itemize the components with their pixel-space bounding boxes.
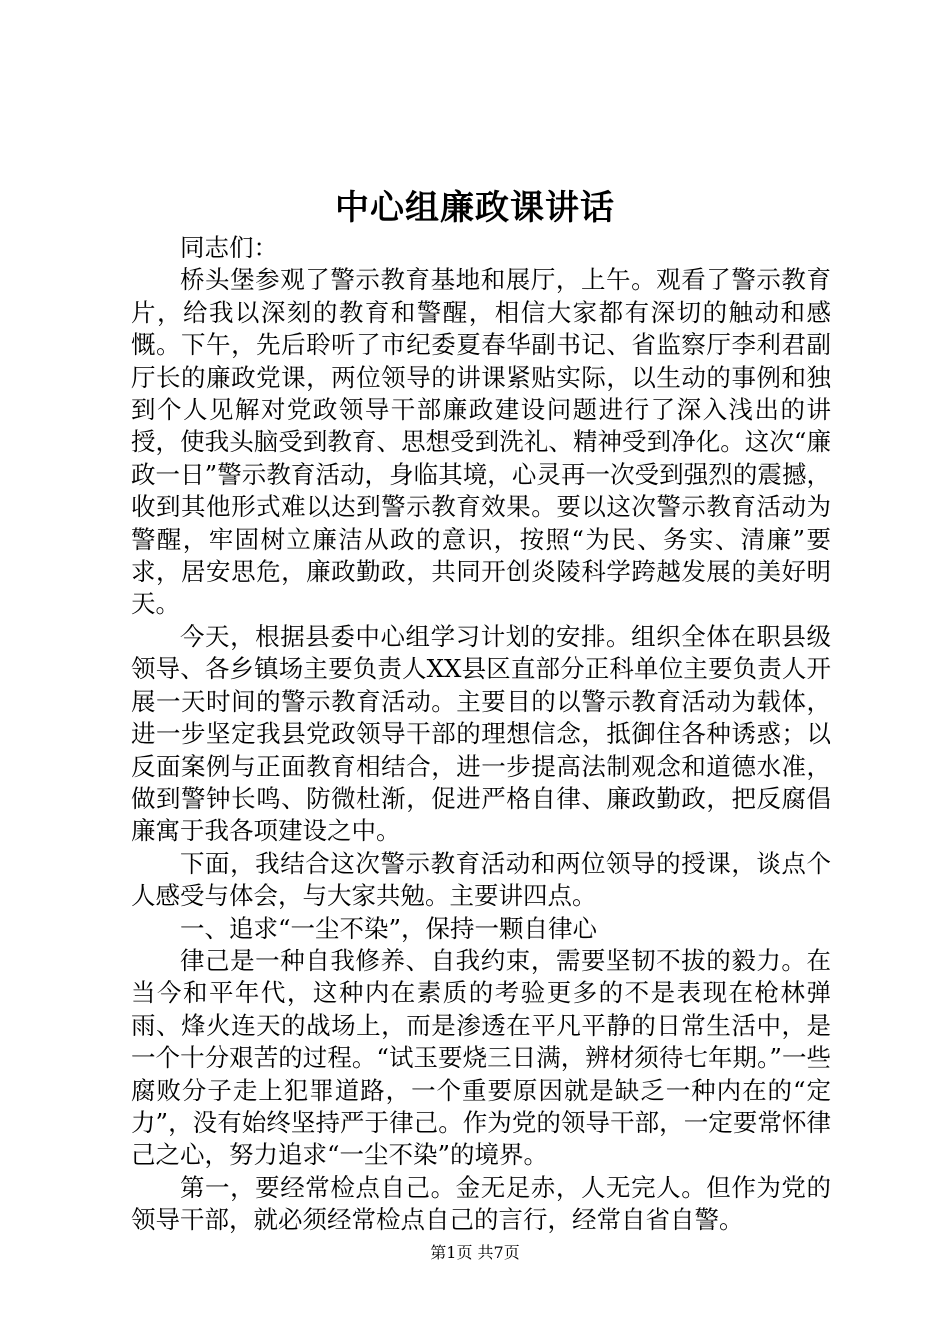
page-footer: 第1页 共7页 [430, 1243, 520, 1262]
body-paragraph: 律己是一种自我修养、自我约束，需要坚韧不拔的毅力。在当今和平年代，这种内在素质的考验更多的不是表现在枪林弹雨、烽火连天的战场上，而是渗透在平凡平静的日常生活中，是一个十分艰苦的过程。“试玉要烧三日满，辨材须待七年期。”一些腐败分子走上犯罪道路，一个重要原因就是缺乏一种内在的“定力”，没有始终坚持严于律己。作为党的领导干部，一定要常怀律己之心，努力追求“一尘不染”的境界。 [131, 945, 831, 1170]
section-heading: 一、追求“一尘不染”，保持一颗自律心 [180, 913, 598, 943]
body-paragraph: 第一，要经常检点自己。金无足赤，人无完人。但作为党的领导干部，就必须经常检点自己的言行，经常自省自警。 [131, 1172, 831, 1235]
body-paragraph: 今天，根据县委中心组学习计划的安排。组织全体在职县级领导、各乡镇场主要负责人XX县区直部分正科单位主要负责人开展一天时间的警示教育活动。主要目的以警示教育活动为载体，进一步坚定我县党政领导干部的理想信念，抵御住各种诱惑；以反面案例与正面教育相结合，进一步提高法制观念和道德水准，做到警钟长鸣、防微杜渐，促进严格自律、廉政勤政，把反腐倡廉寓于我各项建设之中。 [131, 621, 831, 846]
body-paragraph: 下面，我结合这次警示教育活动和两位领导的授课，谈点个人感受与体会，与大家共勉。主要讲四点。 [131, 848, 831, 911]
document-title: 中心组廉政课讲话 [335, 188, 615, 228]
body-paragraph: 桥头堡参观了警示教育基地和展厅，上午。观看了警示教育片，给我以深刻的教育和警醒，相信大家都有深切的触动和感慨。下午，先后聆听了市纪委夏春华副书记、省监察厅李利君副厅长的廉政党课，两位领导的讲课紧贴实际，以生动的事例和独到个人见解对党政领导干部廉政建设问题进行了深入浅出的讲授，使我头脑受到教育、思想受到洗礼、精神受到净化。这次“廉政一日”警示教育活动，身临其境，心灵再一次受到强烈的震撼，收到其他形式难以达到警示教育效果。要以这次警示教育活动为警醒，牢固树立廉洁从政的意识，按照“为民、务实、清廉”要求，居安思危，廉政勤政，共同开创炎陵科学跨越发展的美好明天。 [131, 265, 831, 619]
document-body [131, 232, 831, 1237]
salutation-paragraph: 同志们： [180, 233, 278, 262]
